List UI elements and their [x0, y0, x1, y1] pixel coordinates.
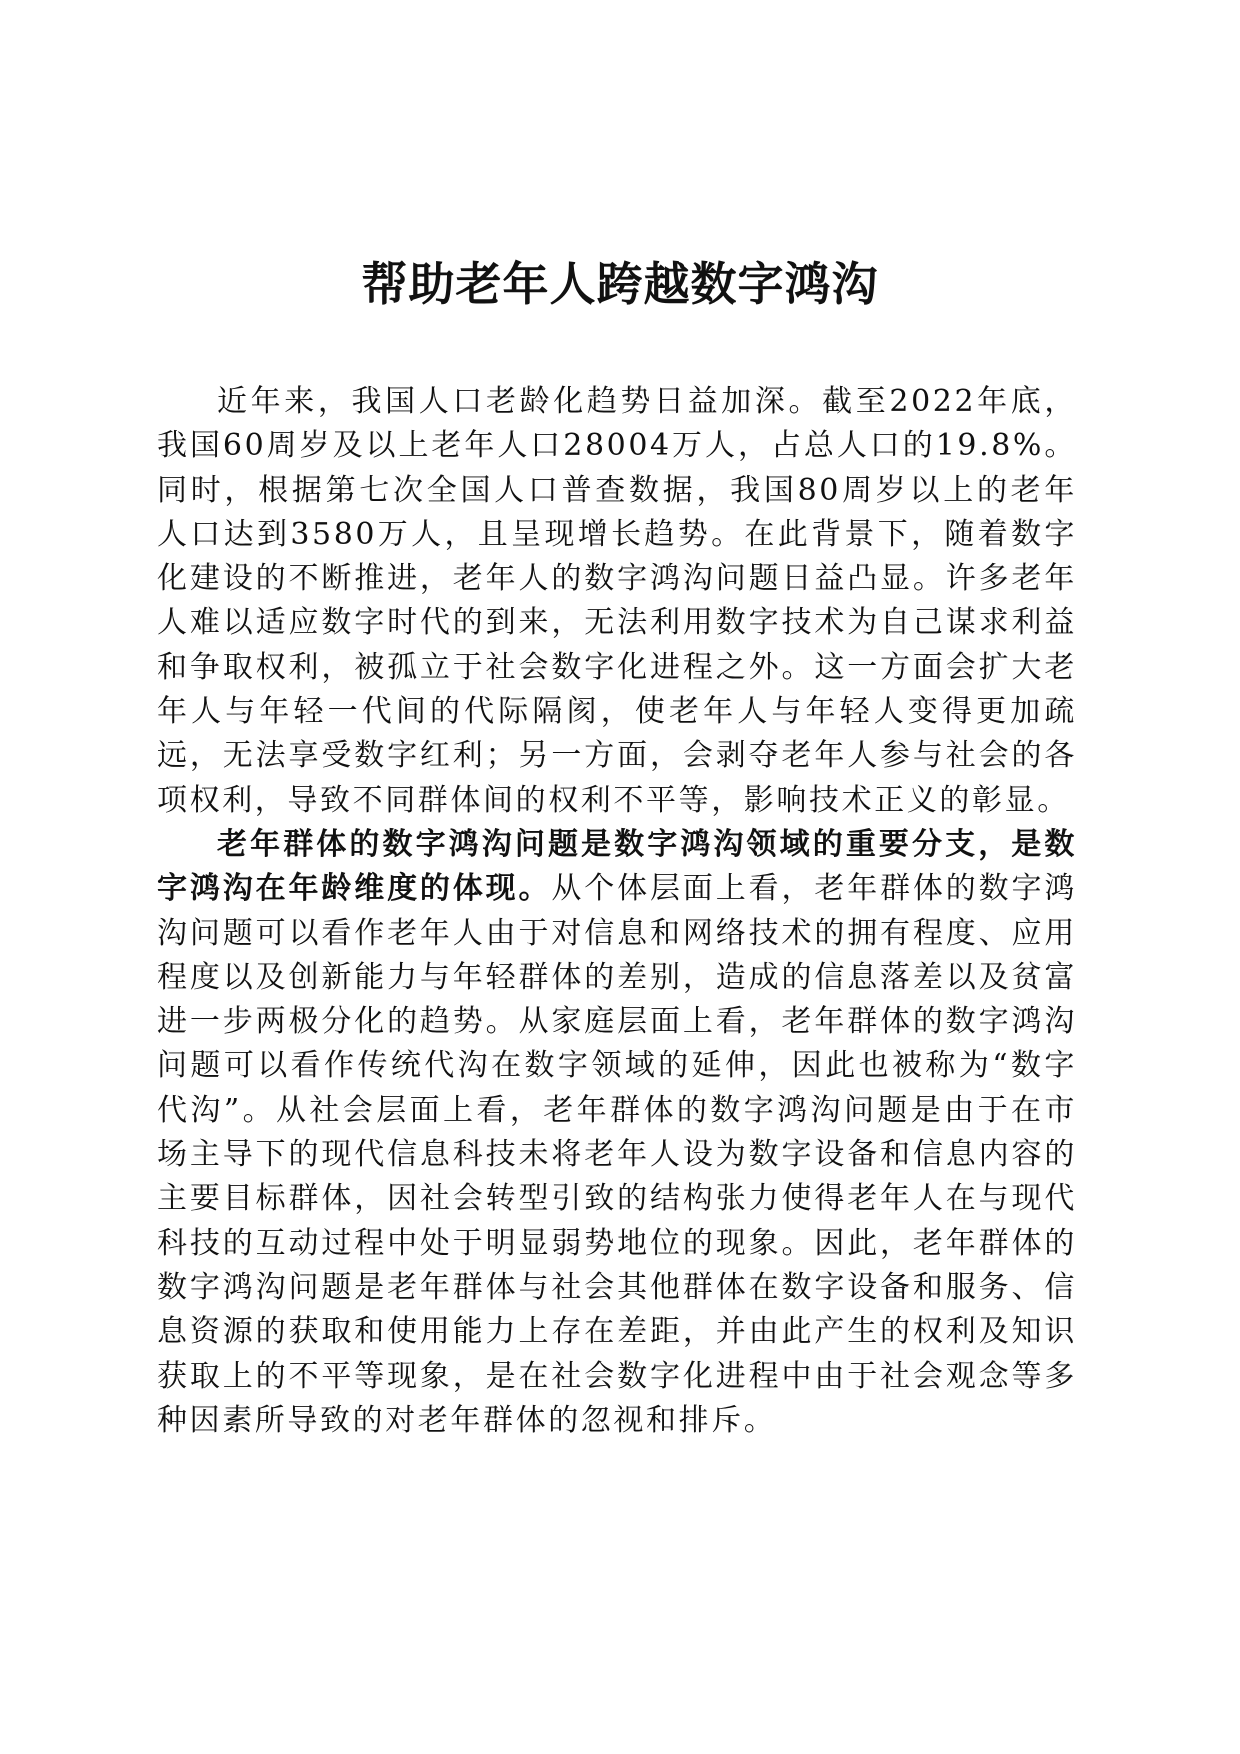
document-body	[157, 380, 1077, 1443]
paragraph-1	[157, 380, 1077, 823]
paragraph-2-text: 从个体层面上看，老年群体的数字鸿沟问题可以看作老年人由于对信息和网络技术的拥有程度、应用程度以及创新能力与年轻群体的差别，造成的信息落差以及贫富进一步两极分化的趋势。从家庭层面上看，老年群体的数字鸿沟问题可以看作传统代沟在数字领域的延伸，因此也被称为“数字代沟”。从社会层面上看，老年群体的数字鸿沟问题是由于在市场主导下的现代信息科技未将老年人设为数字设备和信息内容的主要目标群体，因社会转型引致的结构张力使得老年人在与现代科技的互动过程中处于明显弱势地位的现象。因此，老年群体的数字鸿沟问题是老年群体与社会其他群体在数字设备和服务、信息资源的获取和使用能力上存在差距，并由此产生的权利及知识获取上的不平等现象，是在社会数字化进程中由于社会观念等多种因素所导致的对老年群体的忽视和排斥。	[157, 871, 1077, 1438]
document-title: 帮助老年人跨越数字鸿沟	[361, 257, 879, 311]
paragraph-2-bold-lead: 老年群体的数字鸿沟问题是数字鸿沟领域的重要分支，是数字鸿沟在年龄维度的体现。	[157, 826, 1077, 907]
paragraph-2	[157, 823, 1077, 1443]
paragraph-1-text: 近年来，我国人口老龄化趋势日益加深。截至2022年底，我国60周岁及以上老年人口28004万人，占总人口的19.8%。同时，根据第七次全国人口普查数据，我国80周岁以上的老年人口达到3580万人，且呈现增长趋势。在此背景下，随着数字化建设的不断推进，老年人的数字鸿沟问题日益凸显。许多老年人难以适应数字时代的到来，无法利用数字技术为自己谋求利益和争取权利，被孤立于社会数字化进程之外。这一方面会扩大老年人与年轻一代间的代际隔阂，使老年人与年轻人变得更加疏远，无法享受数字红利；另一方面，会剥夺老年人参与社会的各项权利，导致不同群体间的权利不平等，影响技术正义的彰显。	[157, 384, 1077, 818]
